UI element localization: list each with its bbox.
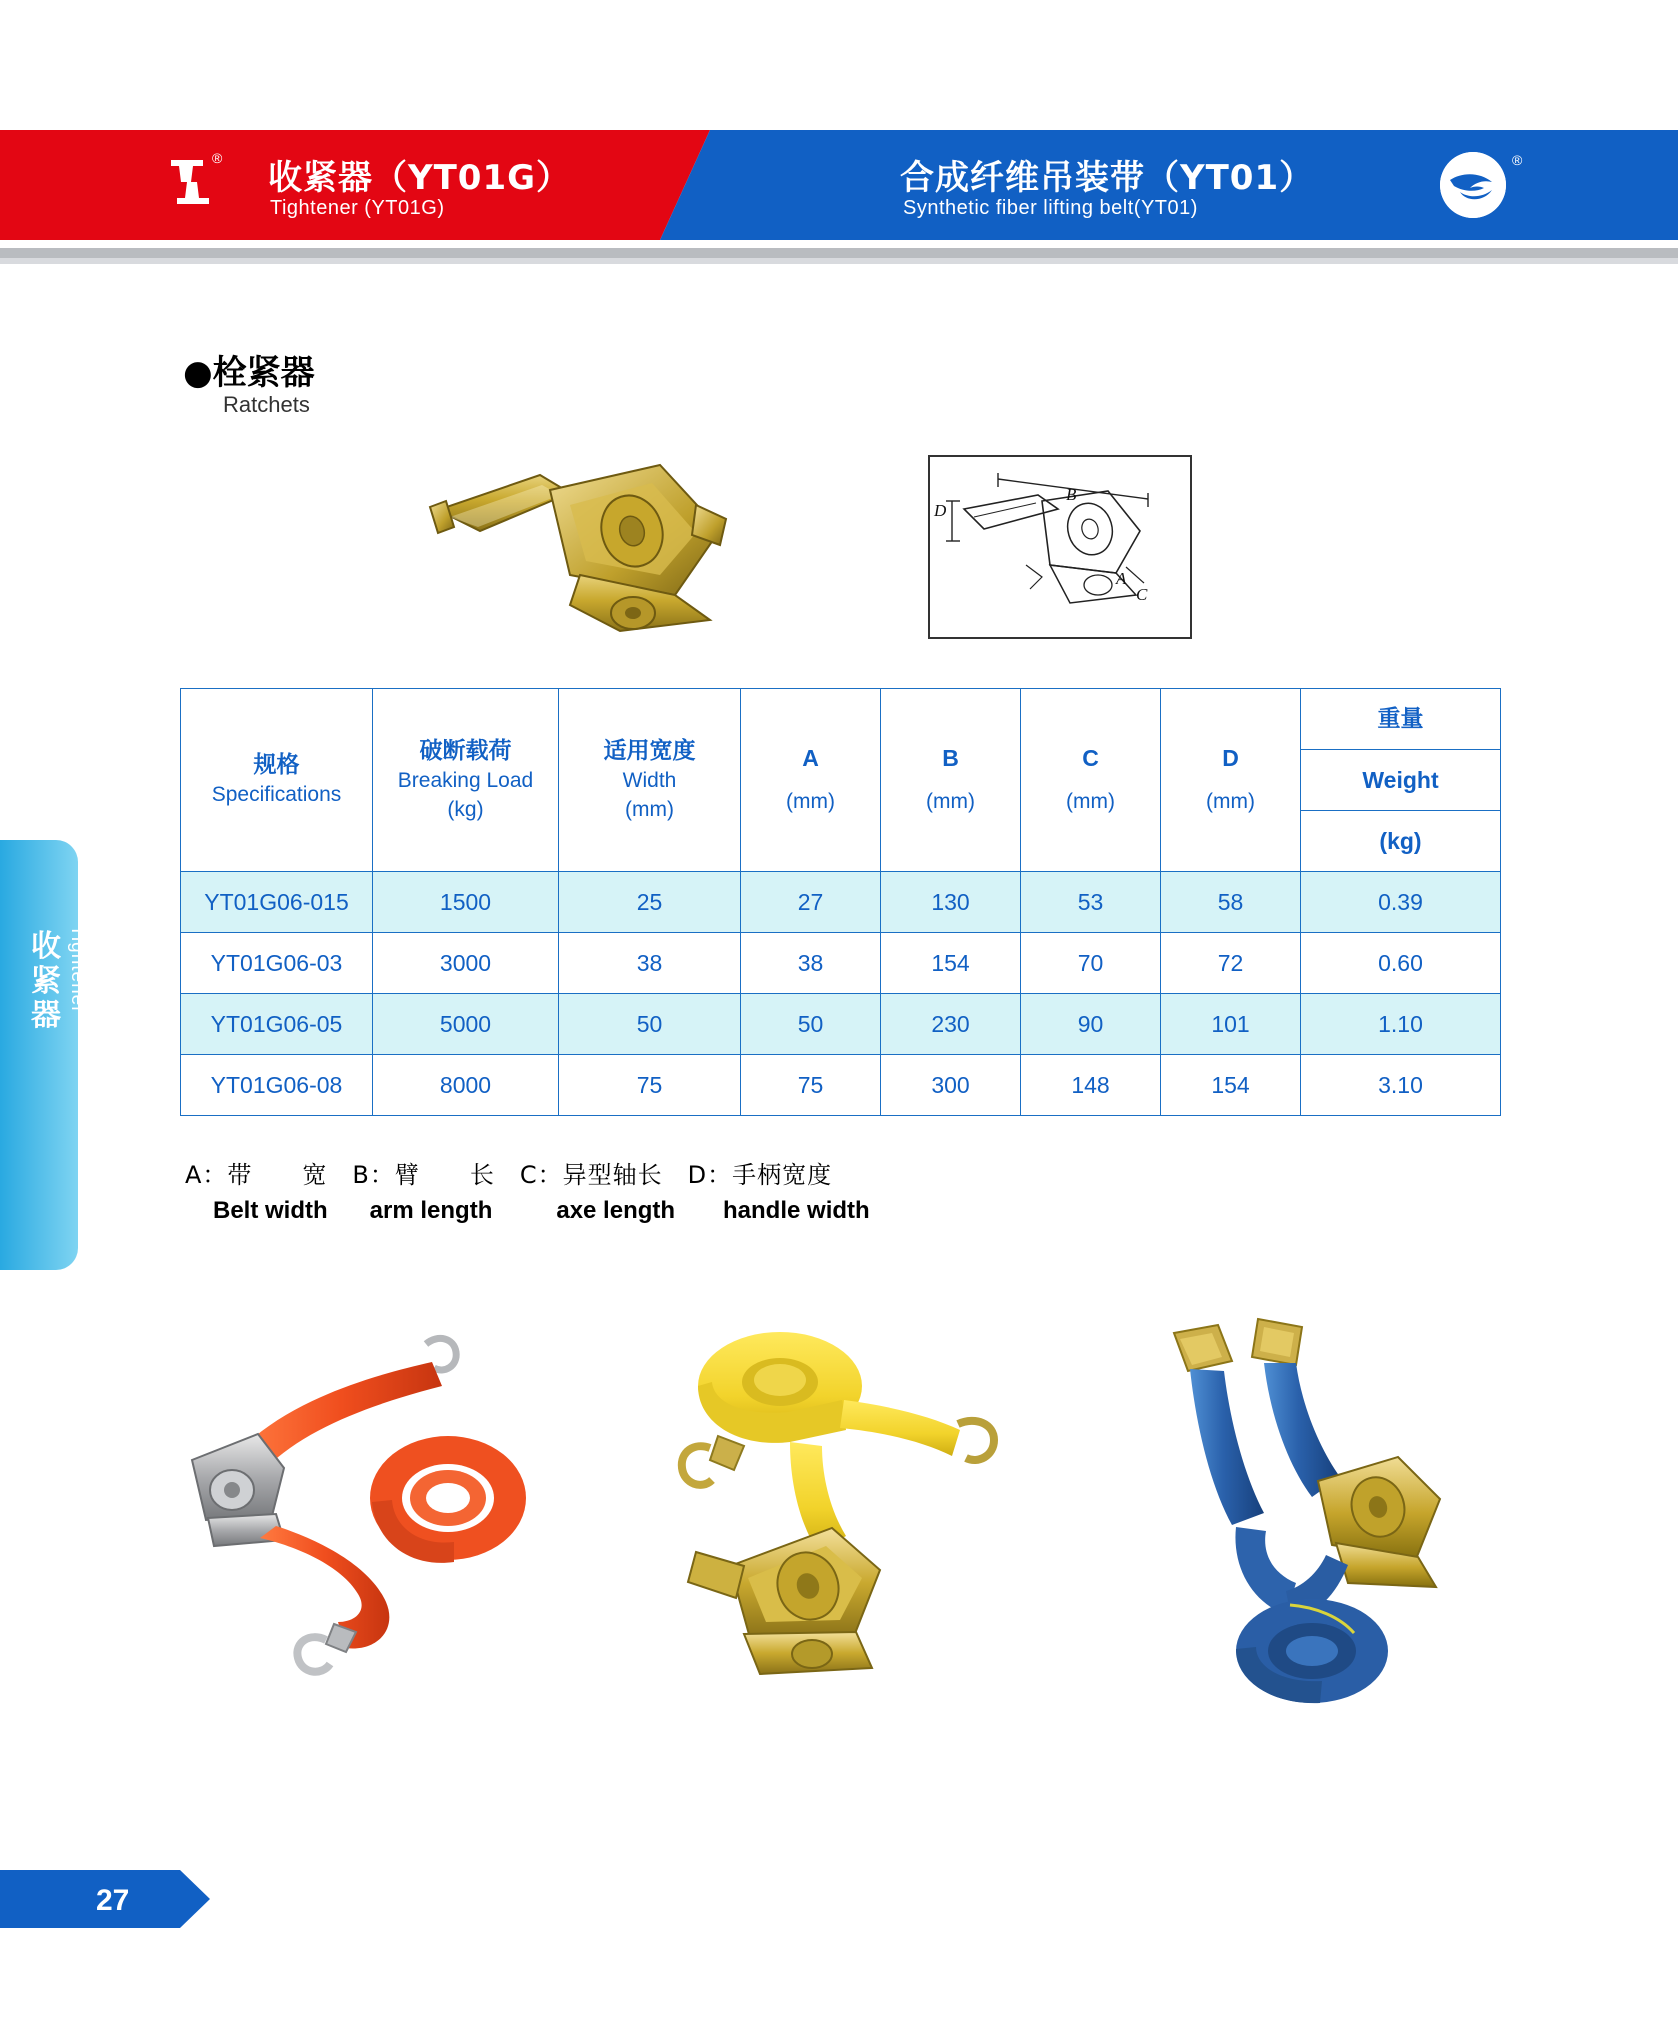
table-row — [181, 933, 1501, 994]
ratchet-buckle-photo — [420, 435, 770, 655]
th-breaking-load-cn: 破断载荷 — [419, 738, 512, 765]
th-d — [1161, 689, 1301, 872]
th-width-cn: 适用宽度 — [603, 738, 696, 765]
cell-load: 5000 — [373, 994, 559, 1055]
page-number: 27 — [96, 1884, 130, 1917]
th-specifications — [181, 689, 373, 872]
th-d-label: D — [1222, 745, 1239, 772]
cell-d: 101 — [1161, 994, 1301, 1055]
th-a-unit: (mm) — [786, 790, 835, 814]
th-b — [881, 689, 1021, 872]
th-weight — [1301, 689, 1501, 872]
header-left-title-cn: 收紧器（YT01G） — [268, 158, 572, 198]
cell-a: 27 — [741, 872, 881, 933]
blue-ratchet-strap-photo — [1140, 1315, 1490, 1715]
cell-d: 154 — [1161, 1055, 1301, 1116]
cell-load: 3000 — [373, 933, 559, 994]
th-d-unit: (mm) — [1206, 790, 1255, 814]
registered-mark-left: ® — [212, 150, 223, 166]
section-bullet-icon: ● — [183, 353, 213, 393]
section-title-cn — [183, 345, 315, 394]
header-divider-bar — [0, 248, 1678, 258]
cell-b: 130 — [881, 872, 1021, 933]
footer-arrow-icon — [180, 1870, 210, 1928]
cell-b: 154 — [881, 933, 1021, 994]
side-tab-label-cn: 收紧器 — [31, 929, 61, 1033]
th-c-unit: (mm) — [1066, 790, 1115, 814]
th-a — [741, 689, 881, 872]
diagram-label-b: B — [1066, 485, 1077, 504]
section-title-cn-text: 栓紧器 — [212, 353, 315, 393]
cell-a: 75 — [741, 1055, 881, 1116]
cell-c: 90 — [1021, 994, 1161, 1055]
red-ratchet-strap-photo — [180, 1330, 550, 1680]
table-row — [181, 994, 1501, 1055]
cell-load: 8000 — [373, 1055, 559, 1116]
diagram-label-c: C — [1136, 585, 1148, 604]
cell-c: 53 — [1021, 872, 1161, 933]
th-b-unit: (mm) — [926, 790, 975, 814]
legend-chinese: A：带 宽 B：臂 长 C：异型轴长 D：手柄宽度 — [185, 1161, 833, 1189]
th-width-en: Width — [622, 769, 677, 793]
cell-d: 58 — [1161, 872, 1301, 933]
legend-axe-length: axe length — [556, 1197, 676, 1224]
cell-width: 75 — [559, 1055, 741, 1116]
cell-weight: 0.39 — [1301, 872, 1501, 933]
diagram-label-a: A — [1116, 569, 1127, 588]
cell-a: 38 — [741, 933, 881, 994]
th-breaking-load-en: Breaking Load — [397, 769, 534, 793]
cell-c: 70 — [1021, 933, 1161, 994]
cell-spec: YT01G06-05 — [181, 994, 373, 1055]
header-right-title-en: Synthetic fiber lifting belt(YT01) — [903, 197, 1198, 219]
th-c — [1021, 689, 1161, 872]
th-specifications-cn: 规格 — [253, 752, 300, 779]
specifications-table — [180, 688, 1501, 1116]
side-tab — [0, 840, 78, 1270]
legend-belt-width: Belt width — [213, 1197, 328, 1224]
table-row — [181, 1055, 1501, 1116]
header-divider-bar-light — [0, 258, 1678, 264]
footer-bar — [0, 1870, 180, 1928]
cell-width: 25 — [559, 872, 741, 933]
page-header — [0, 130, 1678, 240]
cell-weight: 1.10 — [1301, 994, 1501, 1055]
cell-c: 148 — [1021, 1055, 1161, 1116]
th-b-label: B — [942, 745, 959, 772]
dimension-diagram — [928, 455, 1192, 639]
table-row — [181, 872, 1501, 933]
th-width — [559, 689, 741, 872]
th-breaking-load-unit: (kg) — [447, 797, 484, 821]
cell-b: 300 — [881, 1055, 1021, 1116]
cell-spec: YT01G06-015 — [181, 872, 373, 933]
bird-logo-icon — [1440, 152, 1506, 218]
cell-width: 38 — [559, 933, 741, 994]
header-left-title-en: Tightener (YT01G) — [270, 197, 445, 219]
th-c-label: C — [1082, 745, 1099, 772]
factory-logo-icon — [155, 152, 219, 216]
table-header-row — [181, 689, 1501, 872]
cell-width: 50 — [559, 994, 741, 1055]
yellow-ratchet-strap-photo — [640, 1320, 1040, 1700]
th-weight-cn: 重量 — [1301, 689, 1500, 750]
registered-mark-right: ® — [1512, 152, 1523, 168]
cell-a: 50 — [741, 994, 881, 1055]
th-a-label: A — [802, 745, 819, 772]
th-weight-en: Weight — [1301, 750, 1500, 811]
cell-spec: YT01G06-08 — [181, 1055, 373, 1116]
cell-load: 1500 — [373, 872, 559, 933]
cell-d: 72 — [1161, 933, 1301, 994]
cell-weight: 0.60 — [1301, 933, 1501, 994]
diagram-label-d: D — [934, 501, 947, 520]
th-specifications-en: Specifications — [211, 783, 342, 807]
th-width-unit: (mm) — [625, 797, 674, 821]
th-breaking-load — [373, 689, 559, 872]
side-tab-label-en: Tightener — [67, 925, 88, 1014]
header-right-title-cn: 合成纤维吊装带（YT01） — [900, 158, 1315, 198]
legend-handle-width: handle width — [723, 1197, 870, 1224]
cell-weight: 3.10 — [1301, 1055, 1501, 1116]
legend-english — [213, 1197, 870, 1225]
legend-arm-length: arm length — [369, 1197, 493, 1224]
section-title-en: Ratchets — [223, 392, 310, 417]
cell-spec: YT01G06-03 — [181, 933, 373, 994]
cell-b: 230 — [881, 994, 1021, 1055]
th-weight-unit: (kg) — [1379, 828, 1422, 854]
